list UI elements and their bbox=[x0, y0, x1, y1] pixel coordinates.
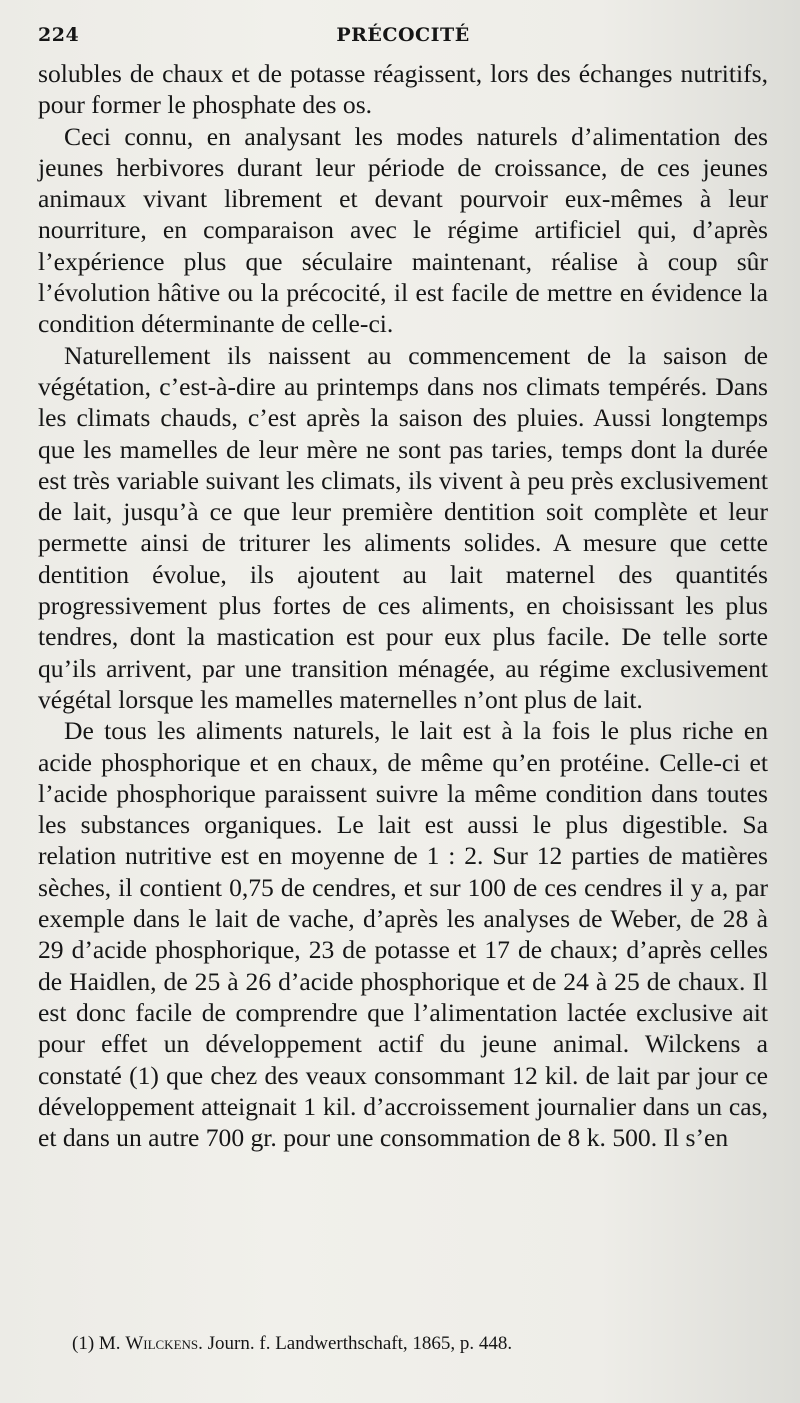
page-number: 224 bbox=[38, 24, 80, 46]
paragraph: Naturellement ils naissent au commencement de la saison de végétation, c’est-à-dire au printemps dans nos climats tempérés. Dans les climats chauds, c’est après la saison des pluies. Aussi longtemps que les mamelles de leur mère ne sont pas taries, temps dont la durée est très variable suivant les climats, ils vivent à peu près exclusivement de lait, jusqu’à ce que leur première dentition soit complète et leur permette ainsi de triturer les aliments solides. A mesure que cette dentition évolue, ils ajoutent au lait maternel des quantités progressivement plus fortes de ces aliments, en choisissant les plus tendres, dont la mastication est pour eux plus facile. De telle sorte qu’ils arrivent, par une transition ménagée, au régime exclusivement végétal lorsque les mamelles maternelles n’ont plus de lait. bbox=[38, 340, 768, 714]
running-title: PRÉCOCITÉ bbox=[336, 24, 470, 46]
page-header bbox=[38, 18, 768, 52]
paragraph: Ceci connu, en analysant les modes naturels d’alimentation des jeunes herbivores durant leur période de croissance, de ces jeunes animaux vivant librement et devant pourvoir eux-mêmes à leur nourriture, en comparaison avec le régime artificiel qui, d’après l’expérience plus que séculaire maintenant, réalise à coup sûr l’évolution hâtive ou la précocité, il est facile de mettre en évidence la condition déterminante de celle-ci. bbox=[38, 121, 768, 339]
paragraph-continuation: solubles de chaux et de potasse réagissent, lors des échanges nutritifs, pour former le phosphate des os. bbox=[38, 59, 768, 120]
body-text bbox=[38, 58, 768, 1153]
footnote bbox=[72, 1333, 512, 1355]
paragraph: De tous les aliments naturels, le lait est à la fois le plus riche en acide phosphorique et en chaux, de même qu’en protéine. Celle-ci et l’acide phosphorique paraissent suivre la même condition dans toutes les substances organiques. Le lait est aussi le plus digestible. Sa relation nutritive est en moyenne de 1 : 2. Sur 12 parties de matières sèches, il contient 0,75 de cendres, et sur 100 de ces cendres il y a, par exemple dans le lait de vache, d’après les analyses de Weber, de 28 à 29 d’acide phosphorique, 23 de potasse et 17 de chaux; d’après celles de Haidlen, de 25 à 26 d’acide phosphorique et de 24 à 25 de chaux. Il est donc facile de comprendre que l’alimentation lactée exclusive ait pour effet un développement actif du jeune animal. Wilckens a constaté (1) que chez des veaux consommant 12 kil. de lait par jour ce développement atteignait 1 kil. d’accroissement journalier dans un cas, et dans un autre 700 gr. pour une consommation de 8 k. 500. Il s’en bbox=[38, 716, 768, 1153]
footnote-marker: (1) M. bbox=[72, 1333, 121, 1354]
footnote-citation: . Journ. f. Landwerthschaft, 1865, p. 448. bbox=[198, 1333, 513, 1354]
footnote-author: Wilckens bbox=[125, 1333, 199, 1354]
